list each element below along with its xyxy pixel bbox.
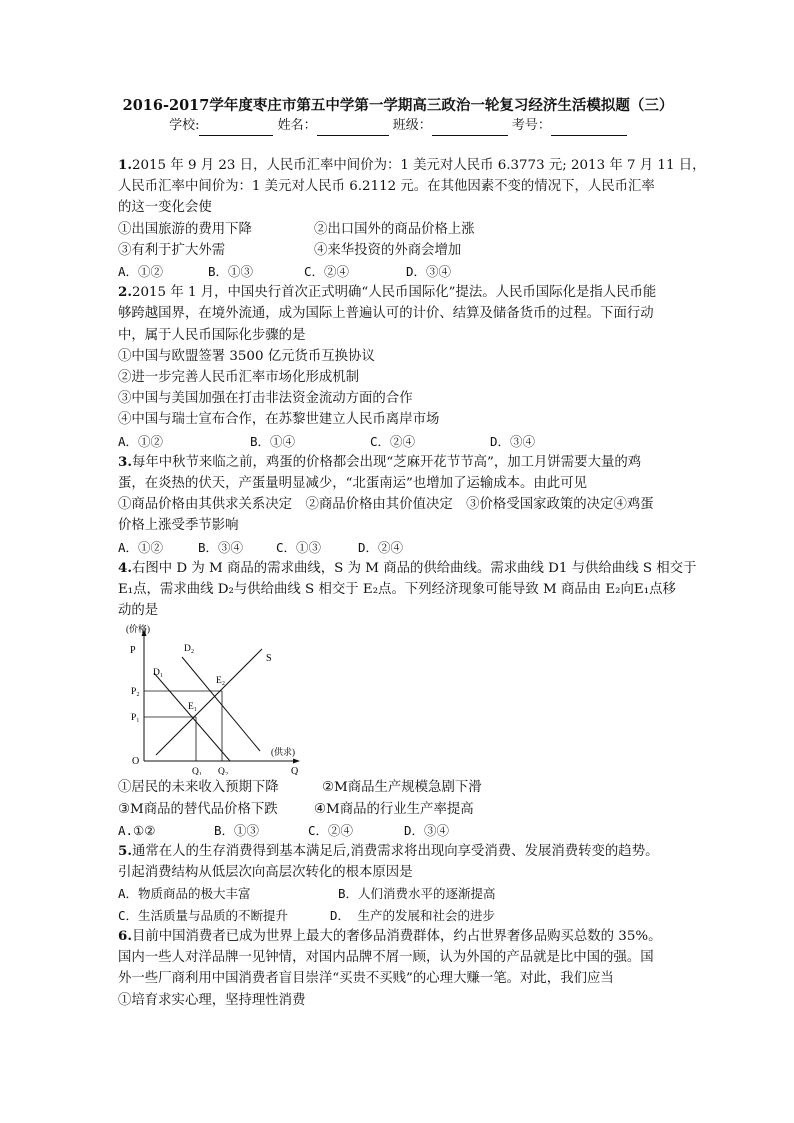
question-text: 中，属于人民币国际化步骤的是	[118, 327, 306, 343]
exam-page	[118, 96, 706, 1011]
e2-label: E₂	[216, 676, 226, 687]
question-text: 价格上涨受季节影响	[118, 518, 239, 534]
q1-label: Q₁	[192, 767, 203, 776]
question-text: 通常在人的生存消费得到基本满足后,消费需求将出现向享受消费、发展消费转变的趋势。	[131, 844, 659, 860]
option-c[interactable]: C．①③	[276, 539, 322, 555]
option-a[interactable]: A.①②	[118, 822, 156, 838]
exam-no-blank[interactable]	[551, 121, 627, 136]
option-b[interactable]: B．人们消费水平的逐渐提高	[338, 886, 496, 902]
origin-label: O	[132, 756, 140, 768]
statement-item: ②出口国外的商品价格上涨	[314, 221, 475, 237]
question-number: 1.	[118, 157, 132, 173]
option-b[interactable]: B．①③	[214, 822, 260, 838]
statement-item: ①出国旅游的费用下降	[118, 221, 252, 237]
x-axis-label: (供求)	[271, 747, 295, 758]
question-text: ①商品价格由其供求关系决定 ②商品价格由其价值决定 ③价格受国家政策的决定④鸡蛋	[118, 497, 654, 513]
option-b[interactable]: B．①③	[208, 264, 254, 280]
q-axis-label: Q	[291, 766, 299, 776]
option-a[interactable]: A．物质商品的极大丰富	[118, 886, 251, 902]
question-3	[118, 452, 678, 558]
question-text: 国内一些人对洋品牌一见钟情，对国内品牌不屑一顾，认为外国的产品就是比中国的强。国	[118, 950, 654, 966]
question-text: 目前中国消费者已成为世界上最大的奢侈品消费群体，约占世界奢侈品购买总数的 35%。	[131, 928, 662, 944]
question-number: 5.	[118, 843, 132, 860]
question-text: 的这一变化会使	[118, 200, 212, 216]
statement-item: ④M商品的行业生产率提高	[314, 801, 474, 817]
y-axis-label: (价格)	[126, 624, 150, 635]
student-info-row	[118, 116, 678, 136]
question-text: 动的是	[118, 603, 159, 619]
option-d[interactable]: D．③④	[404, 822, 450, 838]
option-c[interactable]: C．②④	[304, 264, 350, 280]
statement-item: ③中国与美国加强在打击非法资金流动方面的合作	[118, 391, 413, 407]
question-number: 2.	[118, 284, 132, 301]
statement-item: ①居民的未来收入预期下降	[118, 780, 279, 796]
p2-label: P₂	[131, 687, 140, 698]
statement-item: ①培育求实心理，坚持理性消费	[118, 992, 306, 1008]
question-text: 外一些厂商利用中国消费者盲目崇洋“买贵不买贱”的心理大赚一笔。对此，我们应当	[118, 971, 614, 987]
name-blank[interactable]	[317, 121, 389, 136]
exam-no-label: 考号：	[511, 118, 551, 133]
class-label: 班级：	[392, 118, 432, 133]
option-a[interactable]: A．①②	[118, 264, 164, 280]
option-d[interactable]: D． 生产的发展和社会的进步	[330, 907, 496, 923]
option-c[interactable]: C．②④	[308, 822, 354, 838]
x-axis-arrow	[293, 759, 300, 764]
question-text: 右图中 D 为 M 商品的需求曲线，S 为 M 商品的供给曲线。需求曲线 D1 与供给曲线 S 相交于	[131, 560, 697, 576]
option-a[interactable]: A．①②	[118, 539, 164, 555]
option-d[interactable]: D．③④	[490, 433, 536, 449]
question-text: 2015 年 1 月，中国央行首次正式明确“人民币国际化”提法。人民币国际化是指人民币能	[131, 285, 657, 301]
school-label: 学校:	[169, 118, 200, 133]
s-label: S	[266, 653, 272, 665]
question-text: E₁点，需求曲线 D₂与供给曲线 S 相交于 E₂点。下列经济现象可能导致 M 商品由 E₂向E₁点移	[118, 582, 676, 598]
question-text: 2015 年 9 月 23 日，人民币汇率中间价为：1 美元对人民币 6.3773 元; 2013 年 7 月 11 日，	[131, 158, 706, 173]
name-label: 姓名：	[277, 118, 317, 133]
supply-demand-graph	[126, 623, 316, 775]
question-number: 6.	[118, 927, 132, 944]
statement-item: ④来华投资的外商会增加	[314, 242, 462, 258]
question-2	[118, 282, 678, 452]
statement-item: ①中国与欧盟签署 3500 亿元货币互换协议	[118, 348, 375, 364]
option-d[interactable]: D．②④	[358, 539, 404, 555]
question-text: 引起消费结构从低层次向高层次转化的根本原因是	[118, 865, 413, 881]
school-blank[interactable]	[199, 121, 273, 136]
question-text: 每年中秋节来临之前，鸡蛋的价格都会出现“芝麻开花节节高”，加工月饼需要大量的鸡	[131, 454, 642, 470]
question-4	[118, 558, 697, 841]
statement-item: ③有利于扩大外需	[118, 242, 226, 258]
option-d[interactable]: D．③④	[406, 264, 452, 280]
p1-label: P₁	[131, 713, 140, 724]
e1-label: E₁	[188, 702, 198, 713]
option-b[interactable]: B．③④	[198, 539, 244, 555]
question-number: 3.	[118, 453, 132, 470]
class-blank[interactable]	[432, 121, 508, 136]
question-1	[118, 155, 706, 282]
statement-item: ④中国与瑞士宣布合作，在苏黎世建立人民币离岸市场	[118, 412, 440, 428]
question-6	[118, 926, 678, 1011]
option-b[interactable]: B．①④	[250, 433, 296, 449]
statement-item: ③M商品的替代品价格下跌	[118, 801, 278, 817]
statement-item: ②M商品生产规模急剧下滑	[322, 780, 482, 796]
statement-item: ②进一步完善人民币汇率市场化形成机制	[118, 370, 360, 386]
d2-label: D₂	[184, 644, 195, 655]
q2-label: Q₂	[218, 767, 229, 776]
option-a[interactable]: A．①②	[118, 433, 164, 449]
question-number: 4.	[118, 559, 132, 576]
question-text: 人民币汇率中间价为：1 美元对人民币 6.2112 元。在其他因素不变的情况下，人民币汇率	[118, 179, 655, 195]
d1-label: D₁	[153, 668, 164, 679]
supply-curve-s	[156, 649, 262, 755]
p-axis-label: P	[130, 645, 136, 657]
exam-title: 2016-2017学年度枣庄市第五中学第一学期高三政治一轮复习经济生活模拟题（三）	[122, 97, 674, 114]
option-c[interactable]: C．②④	[370, 433, 416, 449]
question-text: 够跨越国界，在境外流通，成为国际上普遍认可的计价、结算及储备货币的过程。下面行动	[118, 306, 654, 322]
option-c[interactable]: C．生活质量与品质的不断提升	[118, 907, 289, 923]
question-text: 蛋，在炎热的伏天，产蛋量明显减少，“北蛋南运”也增加了运输成本。由此可见	[118, 476, 587, 492]
question-5	[118, 841, 678, 926]
